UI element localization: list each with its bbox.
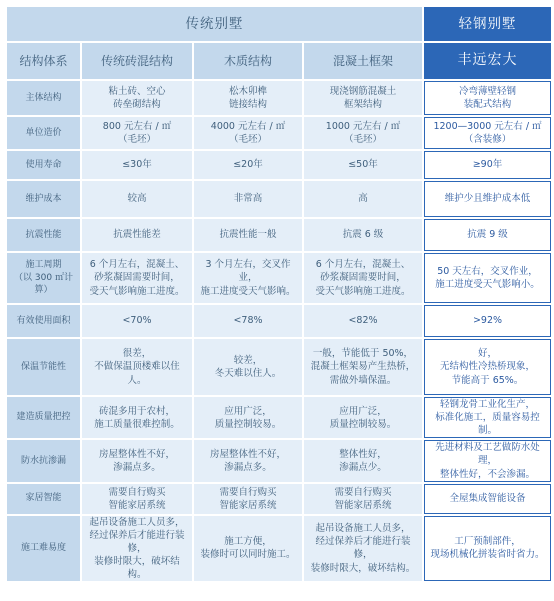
steel-cell: 维护少且维护成本低: [424, 181, 551, 217]
wood-cell: 施工方便， 装修时可以同时施工。: [194, 516, 302, 582]
wood-cell: 需要自行购买 智能家居系统: [194, 484, 302, 514]
table-row: [7, 484, 551, 514]
wood-cell: 松木卯榫 链接结构: [194, 81, 302, 115]
wood-cell: <78%: [194, 305, 302, 337]
concrete-column-header: 混凝土框架: [304, 43, 422, 79]
brick-cell: ≤30年: [82, 151, 192, 179]
row-label: 防水抗渗漏: [7, 440, 80, 481]
concrete-cell: 高: [304, 181, 422, 217]
row-label: 主体结构: [7, 81, 80, 115]
concrete-cell: 整体性好， 渗漏点少。: [304, 440, 422, 481]
brick-cell: <70%: [82, 305, 192, 337]
row-label: 施工难易度: [7, 516, 80, 582]
brick-cell: 较高: [82, 181, 192, 217]
wood-cell: 应用广泛， 质量控制较易。: [194, 397, 302, 438]
steel-villa-header: 轻钢别墅: [424, 7, 551, 41]
concrete-cell: 需要自行购买 智能家居系统: [304, 484, 422, 514]
structure-system-header: 结构体系: [7, 43, 80, 79]
comparison-table: [5, 5, 553, 583]
row-label: 施工周期 （以 300 ㎡计算）: [7, 253, 80, 303]
table-row: [7, 219, 551, 251]
wood-cell: 非常高: [194, 181, 302, 217]
row-label: 使用寿命: [7, 151, 80, 179]
table-row: [7, 440, 551, 481]
table-row: [7, 81, 551, 115]
wood-cell: 房屋整体性不好， 渗漏点多。: [194, 440, 302, 481]
brick-column-header: 传统砖混结构: [82, 43, 192, 79]
row-label: 抗震性能: [7, 219, 80, 251]
concrete-cell: 现浇钢筋混凝土 框架结构: [304, 81, 422, 115]
table-row: [7, 516, 551, 582]
group-header-row: [7, 7, 551, 41]
brick-cell: 房屋整体性不好， 渗漏点多。: [82, 440, 192, 481]
row-label: 单位造价: [7, 117, 80, 149]
table-row: [7, 151, 551, 179]
table-row: [7, 253, 551, 303]
concrete-cell: <82%: [304, 305, 422, 337]
table-row: [7, 339, 551, 395]
column-header-row: [7, 43, 551, 79]
brick-cell: 800 元左右 / ㎡ （毛坯）: [82, 117, 192, 149]
concrete-cell: 应用广泛， 质量控制较易。: [304, 397, 422, 438]
row-label: 保温节能性: [7, 339, 80, 395]
table-row: [7, 181, 551, 217]
steel-cell: ≥90年: [424, 151, 551, 179]
concrete-cell: 一般，节能低于 50%， 混凝土框架易产生热桥， 需做外墙保温。: [304, 339, 422, 395]
concrete-cell: 起吊设备施工人员多， 经过保养后才能进行装修， 装修时限大，破坏结构。: [304, 516, 422, 582]
steel-cell: 好， 无结构性冷热桥现象， 节能高于 65%。: [424, 339, 551, 395]
steel-cell: 工厂预制部件， 现场机械化拼装省时省力。: [424, 516, 551, 582]
wood-cell: ≤20年: [194, 151, 302, 179]
row-label: 建造质量把控: [7, 397, 80, 438]
table-row: [7, 397, 551, 438]
wood-cell: 抗震性能一般: [194, 219, 302, 251]
row-label: 维护成本: [7, 181, 80, 217]
brick-cell: 起吊设备施工人员多， 经过保养后才能进行装修， 装修时限大，破坏结构。: [82, 516, 192, 582]
row-label: 有效使用面积: [7, 305, 80, 337]
brick-cell: 砖混多用于农村， 施工质量很难控制。: [82, 397, 192, 438]
concrete-cell: ≤50年: [304, 151, 422, 179]
brick-cell: 需要自行购买 智能家居系统: [82, 484, 192, 514]
traditional-villa-header: 传统别墅: [7, 7, 422, 41]
brick-cell: 很差， 不做保温顶楼难以住人。: [82, 339, 192, 395]
wood-cell: 较差， 冬天难以住人。: [194, 339, 302, 395]
concrete-cell: 1000 元左右 / ㎡ （毛坯）: [304, 117, 422, 149]
wood-cell: 4000 元左右 / ㎡ （毛坯）: [194, 117, 302, 149]
steel-cell: 全屋集成智能设备: [424, 484, 551, 514]
table-row: [7, 305, 551, 337]
steel-cell: 1200—3000 元左右 / ㎡ （含装修）: [424, 117, 551, 149]
row-label: 家居智能: [7, 484, 80, 514]
table-row: [7, 117, 551, 149]
steel-column-header: 丰远宏大: [424, 43, 551, 79]
steel-cell: 先进材料及工艺做防水处理， 整体性好，不会渗漏。: [424, 440, 551, 481]
brick-cell: 粘土砖、空心 砖垒砌结构: [82, 81, 192, 115]
brick-cell: 6 个月左右，混凝土、 砂浆凝固需要时间， 受天气影响施工进度。: [82, 253, 192, 303]
concrete-cell: 6 个月左右，混凝土、 砂浆凝固需要时间， 受天气影响施工进度。: [304, 253, 422, 303]
wood-column-header: 木质结构: [194, 43, 302, 79]
steel-cell: 抗震 9 级: [424, 219, 551, 251]
brick-cell: 抗震性能差: [82, 219, 192, 251]
steel-cell: >92%: [424, 305, 551, 337]
steel-cell: 50 天左右，交叉作业， 施工进度受天气影响小。: [424, 253, 551, 303]
steel-cell: 冷弯薄壁轻钢 装配式结构: [424, 81, 551, 115]
steel-cell: 轻钢龙骨工业化生产， 标准化施工，质量容易控制。: [424, 397, 551, 438]
concrete-cell: 抗震 6 级: [304, 219, 422, 251]
wood-cell: 3 个月左右，交叉作业， 施工进度受天气影响。: [194, 253, 302, 303]
